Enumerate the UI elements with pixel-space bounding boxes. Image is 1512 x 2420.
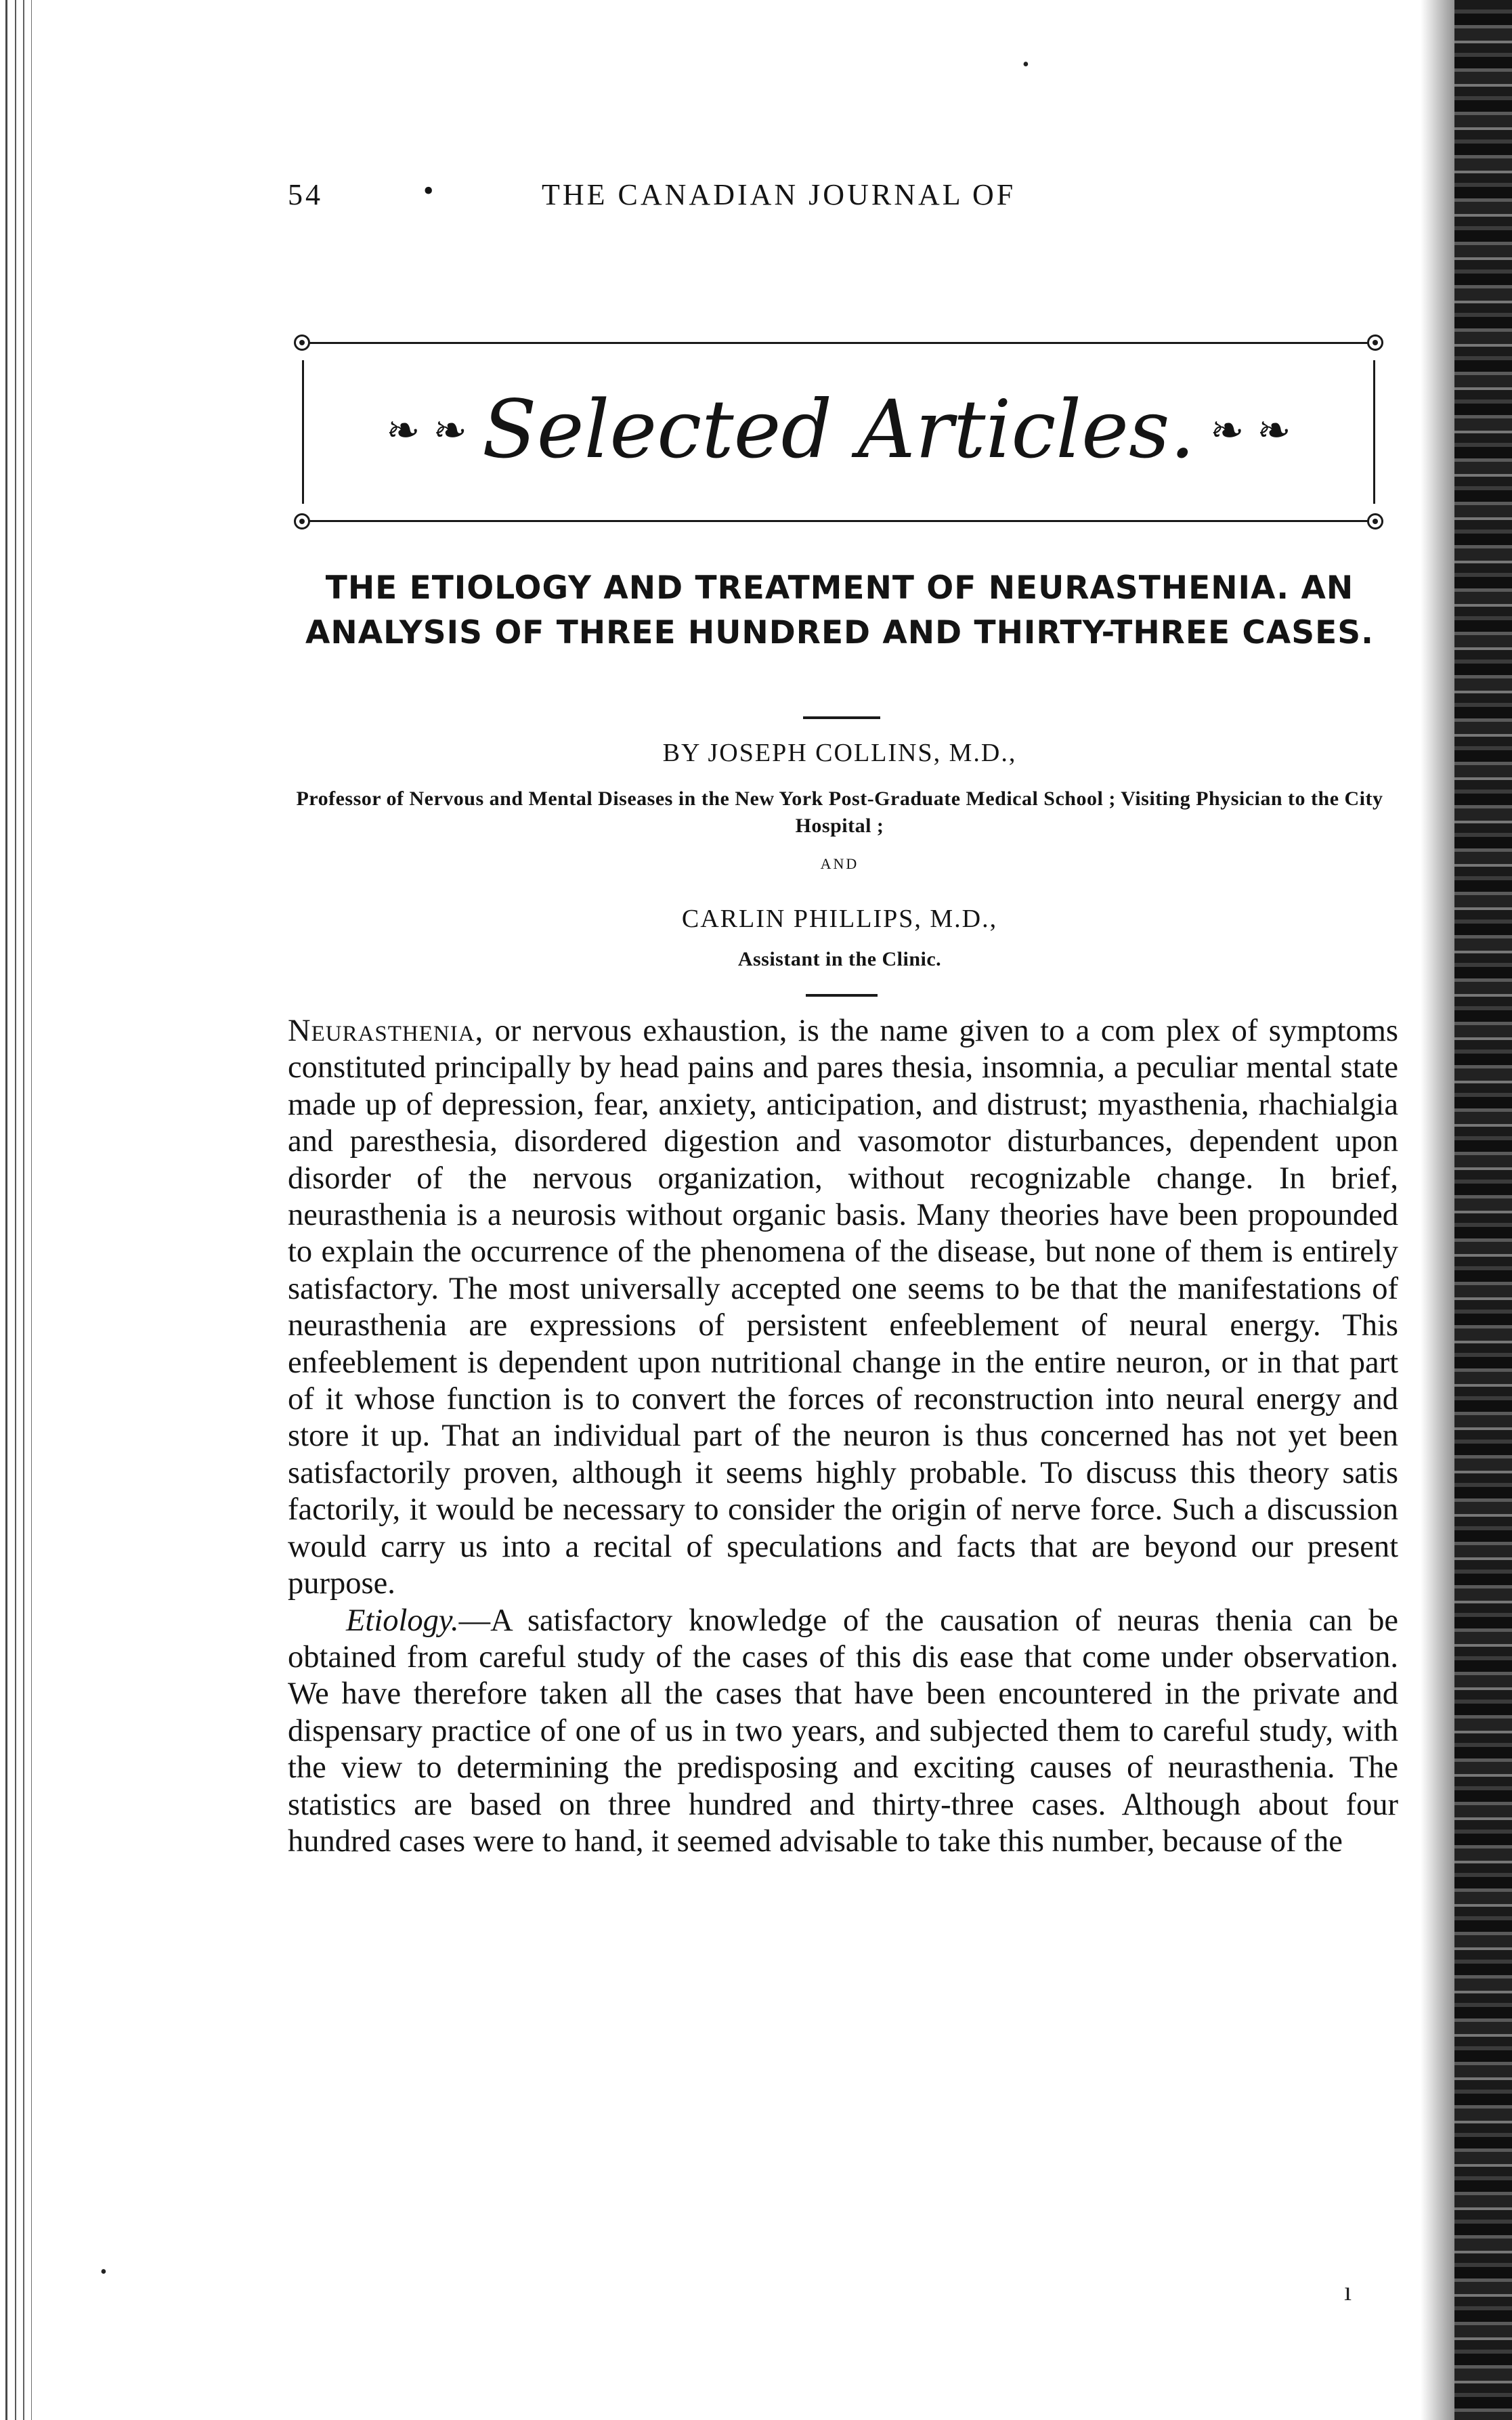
author-byline-2: CARLIN PHILLIPS, M.D., — [681, 905, 998, 933]
author-affiliation-1: Professor of Nervous and Mental Diseases in the New York Post-Graduate Medical School ; Visiting Physician to the City Hospital ; — [296, 787, 1383, 837]
frame-corner-ornament — [294, 513, 310, 530]
scan-right-shadow — [1421, 0, 1454, 2420]
article-title: THE ETIOLOGY AND TREATMENT OF NEURASTHENIA. AN ANALYSIS OF THREE HUNDRED AND THIRTY-THREE CASES. — [305, 569, 1374, 651]
page-number: 54 — [288, 178, 323, 211]
byline-divider — [806, 994, 878, 997]
scan-right-edge — [1454, 0, 1512, 2420]
section-banner — [291, 382, 1386, 483]
scan-left-edge — [0, 0, 47, 2420]
paragraph-text: or nervous exhaustion, is the name given to a com plex of symptoms constituted principally by head pains and pares thesia, insomnia, a peculiar mental state made up of depression, fear, anxiety, anticipation, and distrust; myasthenia, rhachialgia and paresthesia, disordered digestion and vasomotor disturbances, dependent upon disorder of the nervous organization, without recognizable change. In brief, neurasthenia is a neurosis without organic basis. Many theories have been propounded to explain the occurrence of the phenomena of the disease, but none of them is entirely satisfactory. The most universally accepted one seems to be that the manifestations of neurasthenia are expressions of persistent enfeeblement of neural energy. This enfeeblement is dependent upon nutritional change in the entire neuron, or in that part of it whose function is to convert the forces of reconstruction into neural energy and store it up. That an individual part of the neuron is thus concerned has not yet been satisfactorily proven, although it seems highly probable. To discuss this theory satis factorily, it would be necessary to consider the origin of nerve force. Such a discussion would carry us into a recital of speculations and facts that are beyond our present purpose. — [288, 1014, 1398, 1601]
frame-top-rule — [303, 342, 1374, 344]
leaf-ornament-icon: ❧ ❧ — [1210, 407, 1291, 455]
title-divider — [803, 716, 880, 719]
stray-ink-mark: • — [100, 2262, 107, 2283]
author-affiliation-2: Assistant in the Clinic. — [737, 948, 942, 970]
article-body — [288, 1013, 1398, 1860]
paragraph-text: —A satisfactory knowledge of the causation of neuras thenia can be obtained from careful study of the cases of this dis ease that come under observation. We have therefore taken all the cases that have been encountered in the private and dispensary practice of one of us in two years, and subjected them to careful study, with the view to determining the predisposing and exciting causes of neurasthenia. The statistics are based on three hundred and thirty-three cases. Although about four hundred cases were to hand, it seemed advisable to take this number, because of the — [288, 1603, 1398, 1859]
stray-ink-mark: ı — [1344, 2276, 1352, 2306]
frame-bottom-rule — [303, 520, 1374, 522]
frame-corner-ornament — [1367, 513, 1383, 530]
body-paragraph — [288, 1013, 1398, 1603]
paragraph-lead: Neurasthenia, — [288, 1014, 484, 1048]
head-dot: • — [423, 174, 437, 207]
running-head — [288, 174, 1161, 218]
frame-corner-ornament — [1367, 334, 1383, 351]
banner-text: Selected Articles. — [481, 383, 1196, 476]
leaf-ornament-icon: ❧ ❧ — [386, 407, 467, 455]
author-conjunction: AND — [820, 855, 859, 872]
section-heading-inline: Etiology. — [346, 1603, 459, 1638]
body-paragraph — [288, 1603, 1398, 1861]
author-byline-1: BY JOSEPH COLLINS, M.D., — [662, 739, 1017, 767]
selected-articles-frame — [291, 340, 1386, 524]
stray-ink-mark: • — [1022, 54, 1029, 75]
frame-corner-ornament — [294, 334, 310, 351]
journal-title: THE CANADIAN JOURNAL OF — [542, 178, 1016, 211]
